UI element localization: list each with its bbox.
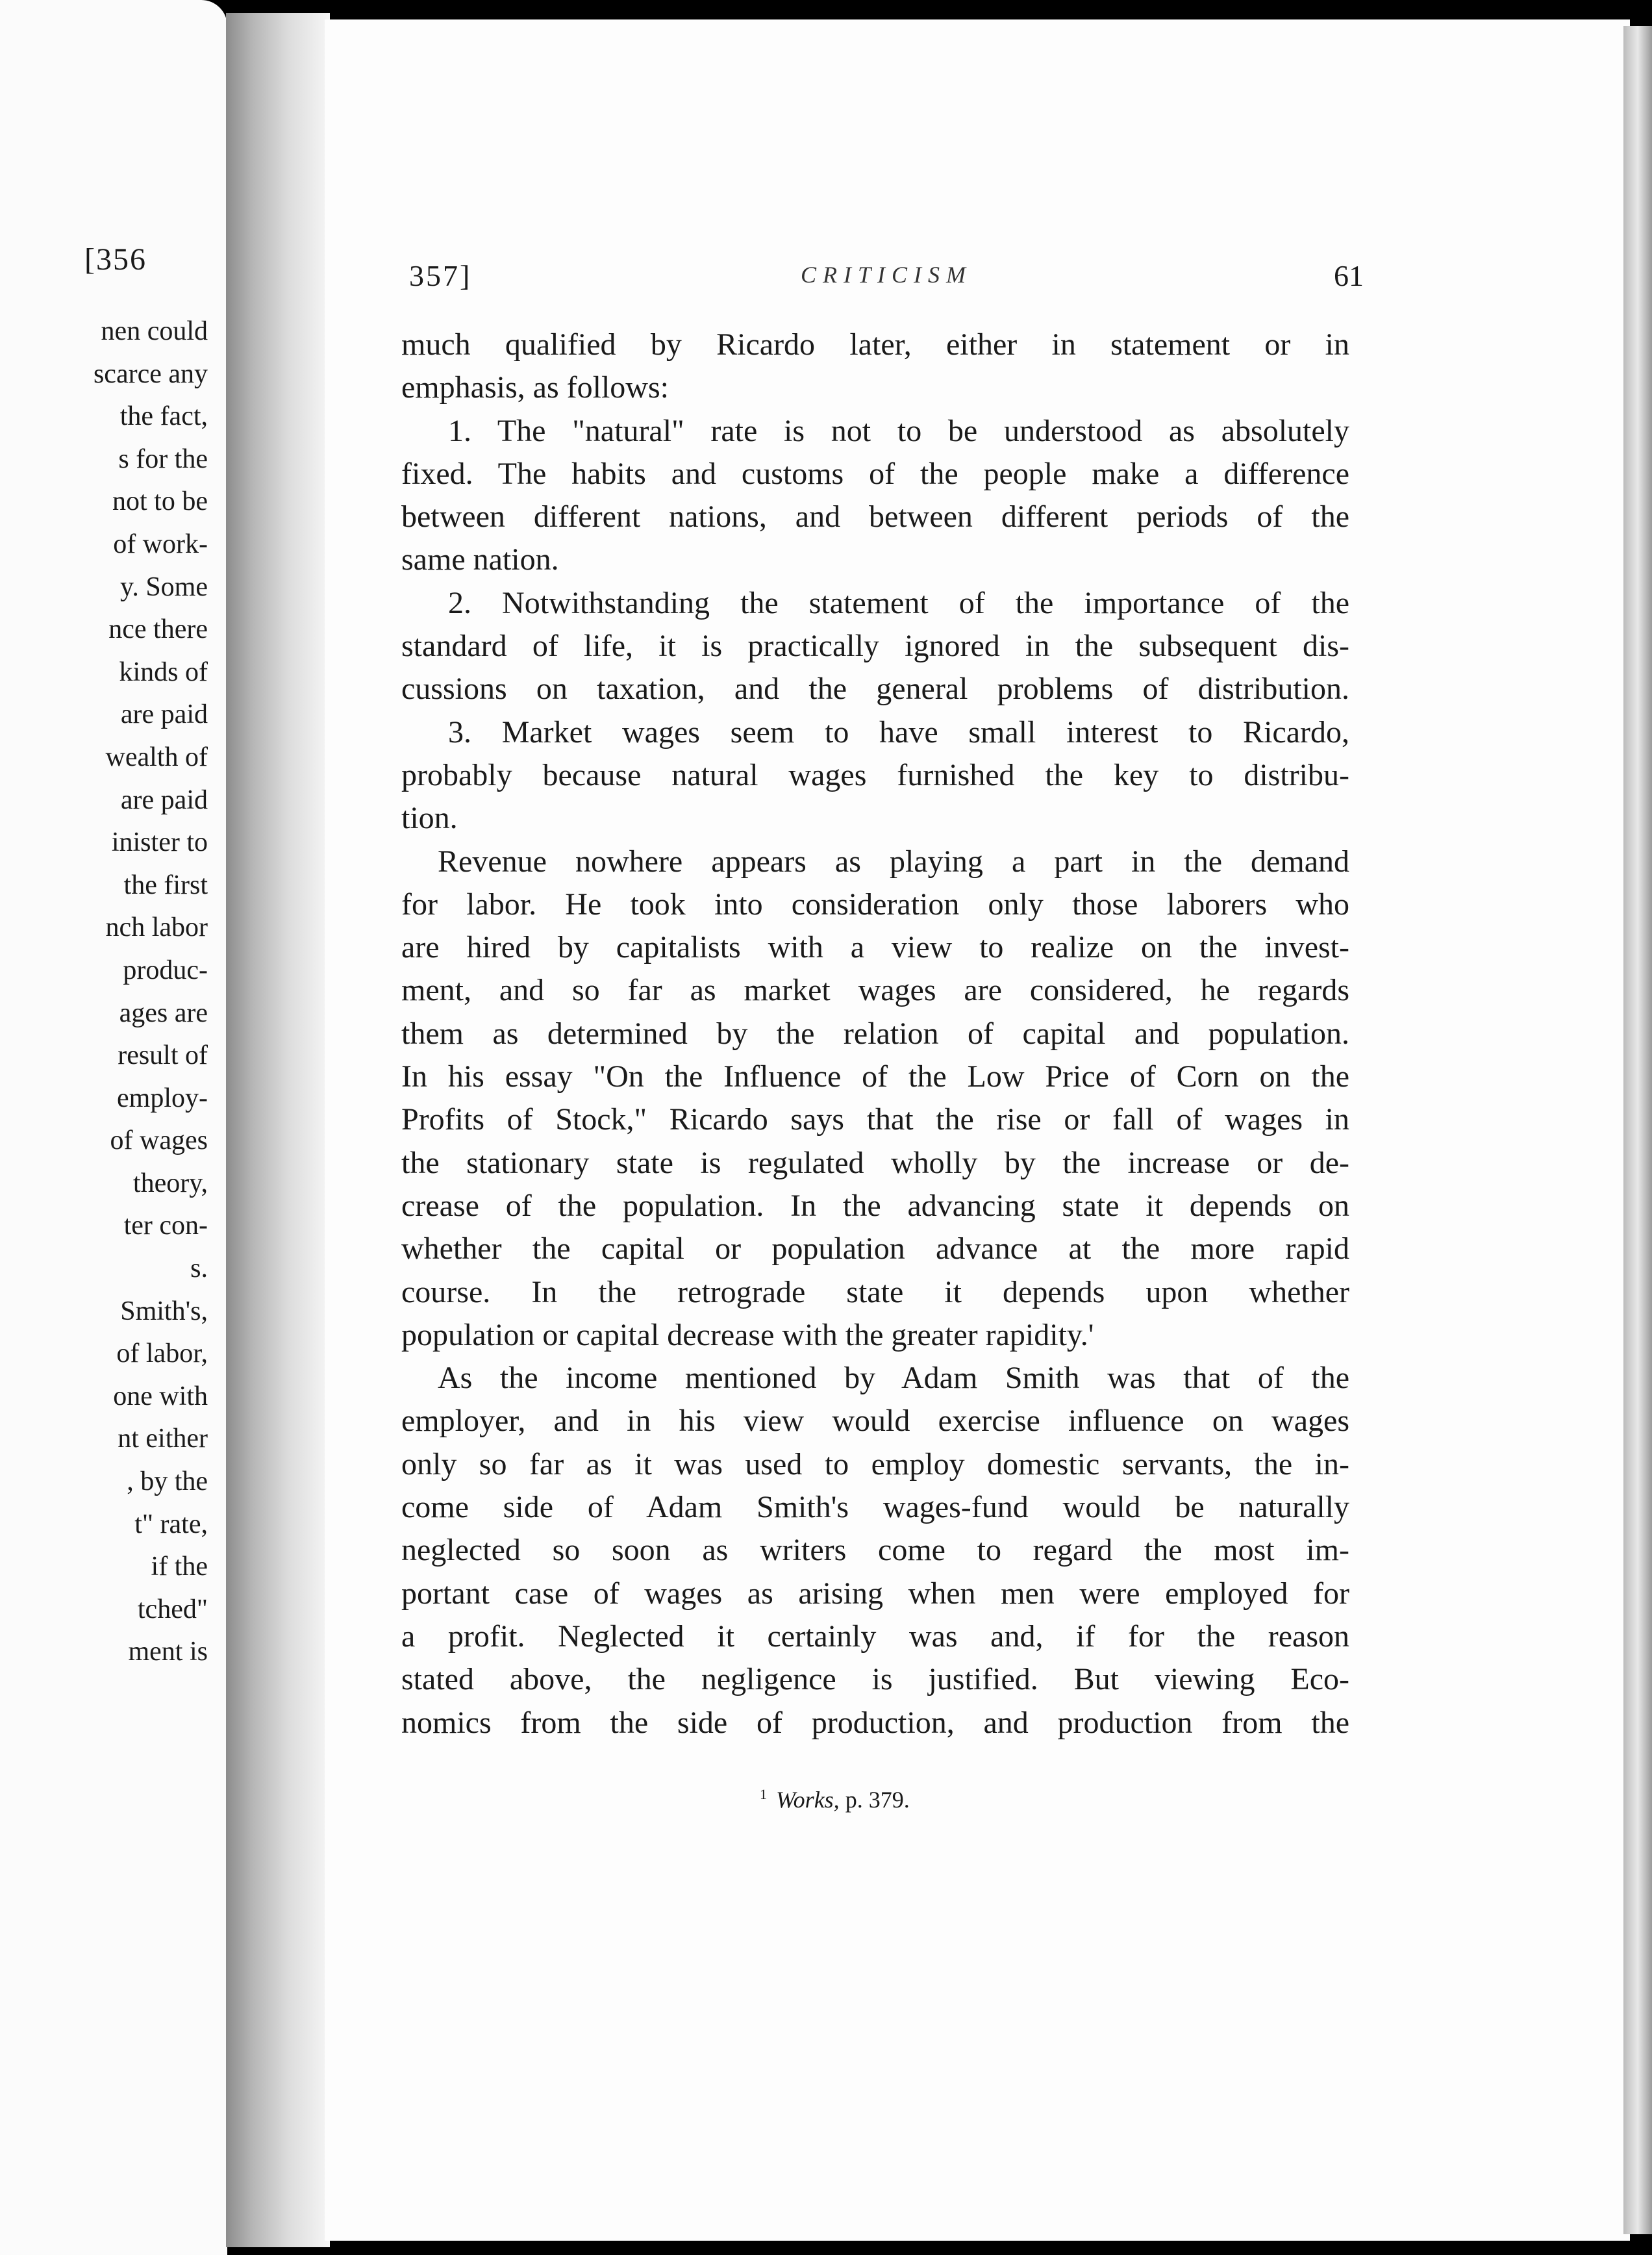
- left-line: nce there: [108, 614, 208, 645]
- left-line: kinds of: [119, 657, 208, 687]
- text-line: employer, and in his view would exercise influence on wages: [401, 1404, 1349, 1439]
- footnote-work-title: Works,: [776, 1787, 840, 1813]
- text-line: 1. The "natural" rate is not to be understood as absolutely: [448, 413, 1349, 448]
- left-line: the fact,: [119, 401, 208, 432]
- left-page: [0, 0, 227, 2255]
- page-number: 61: [1334, 259, 1364, 292]
- left-line: nen could: [101, 316, 208, 346]
- text-line: fixed. The habits and customs of the people make a difference: [401, 456, 1349, 491]
- left-line: nt either: [118, 1424, 208, 1454]
- left-line: s for the: [118, 444, 208, 474]
- left-line: t" rate,: [134, 1509, 208, 1539]
- footnote: [760, 1786, 910, 1813]
- left-line: tched": [137, 1594, 208, 1624]
- left-line: produc-: [123, 955, 208, 985]
- left-line: of wages: [110, 1126, 208, 1156]
- text-line: neglected so soon as writers come to regard the most im-: [401, 1533, 1349, 1568]
- chapter-title: CRITICISM: [801, 262, 972, 288]
- text-line: cussions on taxation, and the general problems of distribution.: [401, 672, 1349, 707]
- book-gutter-shadow: [226, 13, 330, 2247]
- left-line: if the: [151, 1552, 208, 1582]
- text-line: emphasis, as follows:: [401, 370, 669, 405]
- text-line: probably because natural wages furnished the key to distribu-: [401, 757, 1349, 792]
- left-line: wealth of: [105, 742, 208, 772]
- left-line: one with: [113, 1381, 208, 1411]
- text-line: 2. Notwithstanding the statement of the importance of the: [448, 585, 1349, 620]
- running-head: [409, 258, 1364, 297]
- left-line: result of: [118, 1040, 208, 1071]
- left-line: nch labor: [105, 913, 208, 943]
- text-line: standard of life, it is practically ignored in the subsequent dis-: [401, 629, 1349, 664]
- left-line: Smith's,: [120, 1296, 208, 1326]
- text-line: same nation.: [401, 542, 559, 577]
- text-line: portant case of wages as arising when men were employed for: [401, 1576, 1349, 1611]
- text-line: for labor. He took into consideration only those laborers who: [401, 887, 1349, 922]
- text-line: are hired by capitalists with a view to realize on the invest-: [401, 930, 1349, 965]
- left-line: s.: [190, 1253, 208, 1284]
- text-line: course. In the retrograde state it depends upon whether: [401, 1274, 1349, 1309]
- text-line: much qualified by Ricardo later, either in statement or in: [401, 327, 1349, 362]
- text-line: population or capital decrease with the greater rapidity.': [401, 1317, 1094, 1352]
- left-line: the first: [123, 870, 208, 900]
- body-text: [401, 323, 1349, 1745]
- text-line: 3. Market wages seem to have small interest to Ricardo,: [448, 714, 1349, 750]
- text-line: Profits of Stock," Ricardo says that the rise or fall of wages in: [401, 1102, 1349, 1137]
- left-line: employ-: [117, 1083, 208, 1113]
- page-edge: [1623, 26, 1652, 2234]
- left-line: ages are: [119, 998, 208, 1028]
- left-line: scarce any: [93, 359, 208, 389]
- left-page-number: [356: [84, 242, 147, 277]
- text-line: Revenue nowhere appears as playing a part in the demand: [438, 844, 1349, 879]
- text-line: come side of Adam Smith's wages-fund would be naturally: [401, 1490, 1349, 1525]
- text-line: the stationary state is regulated wholly by the increase or de-: [401, 1145, 1349, 1180]
- text-line: a profit. Neglected it certainly was and, if for the reason: [401, 1619, 1349, 1654]
- left-line: ment is: [128, 1637, 208, 1667]
- text-line: tion.: [401, 801, 458, 836]
- left-line: ter con-: [123, 1211, 208, 1241]
- left-line: y. Some: [120, 572, 208, 602]
- footnote-marker: 1: [760, 1786, 767, 1802]
- left-line: theory,: [132, 1168, 208, 1198]
- left-line: are paid: [120, 785, 208, 815]
- text-line: nomics from the side of production, and production from the: [401, 1705, 1349, 1740]
- text-line: whether the capital or population advance at the more rapid: [401, 1231, 1349, 1266]
- left-page-text: [94, 310, 208, 1674]
- text-line: stated above, the negligence is justified. But viewing Eco-: [401, 1662, 1349, 1697]
- left-line: of labor,: [116, 1339, 208, 1369]
- text-line: between different nations, and between different periods of the: [401, 499, 1349, 535]
- text-line: ment, and so far as market wages are considered, he regards: [401, 973, 1349, 1008]
- footnote-page: p. 379.: [845, 1787, 910, 1813]
- text-line: In his essay "On the Influence of the Low Price of Corn on the: [401, 1059, 1349, 1094]
- left-line: are paid: [120, 699, 208, 730]
- text-line: As the income mentioned by Adam Smith was that of the: [438, 1361, 1349, 1396]
- text-line: crease of the population. In the advancing state it depends on: [401, 1188, 1349, 1223]
- page-reference: 357]: [409, 259, 472, 292]
- left-line: , by the: [127, 1467, 208, 1497]
- left-line: not to be: [112, 486, 208, 517]
- text-line: only so far as it was used to employ domestic servants, the in-: [401, 1446, 1349, 1481]
- text-line: them as determined by the relation of capital and population.: [401, 1016, 1349, 1051]
- left-line: of work-: [113, 529, 208, 559]
- left-line: inister to: [111, 827, 208, 858]
